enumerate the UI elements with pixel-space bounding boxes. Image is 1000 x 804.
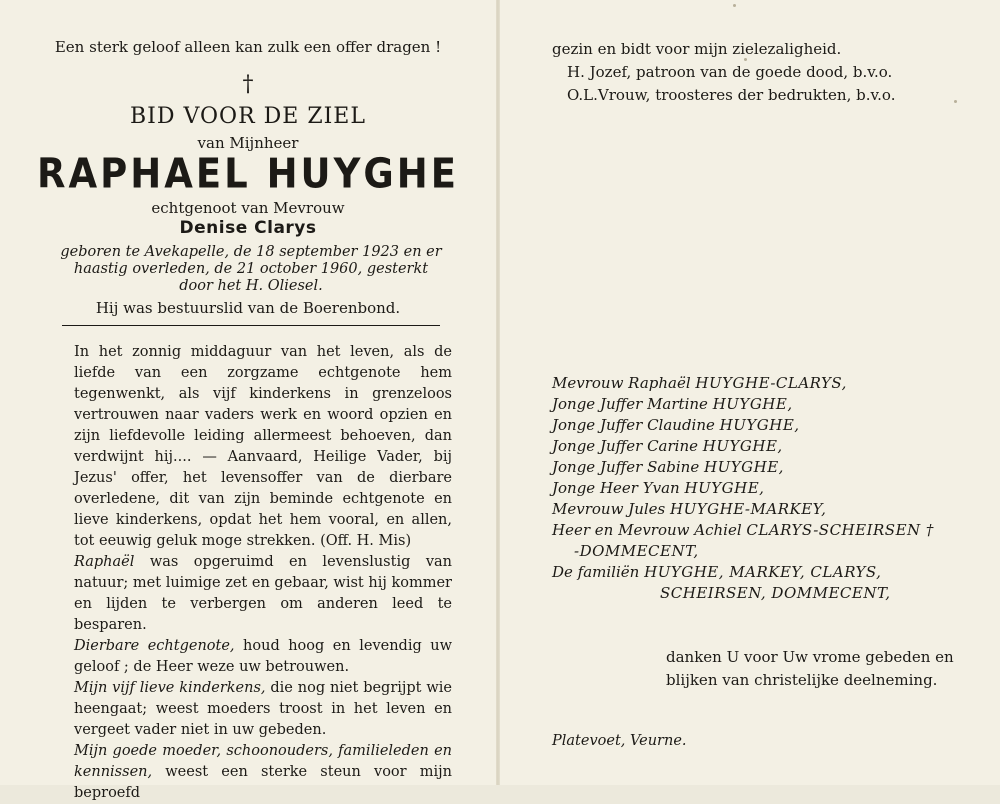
family-row <box>552 415 934 436</box>
family-row <box>552 541 934 562</box>
paragraph-text: weest een sterke steun voor mijn beproefd <box>74 764 452 801</box>
family-name: HUYGHE-CLARYS, <box>695 374 847 392</box>
family-title: Jonge Heer Yvan <box>552 479 680 497</box>
family-row <box>552 562 934 583</box>
family-title: Jonge Juffer Carine <box>552 437 698 455</box>
paragraph-label: Mijn vijf lieve kinderkens, <box>74 680 266 696</box>
spouse-name: Denise Clarys <box>179 218 317 238</box>
paragraph-label: Mijn goede moeder, schoonouders, familieleden en kennissen, <box>74 743 452 780</box>
paragraph <box>74 636 452 678</box>
family-name: HUYGHE, <box>719 416 800 434</box>
heading: BID VOOR DE ZIEL <box>130 104 366 129</box>
paragraph-text: houd hoog en levendig uw geloof ; de Heer weze uw betrouwen. <box>74 638 452 675</box>
family-row <box>552 478 934 499</box>
family-title: Jonge Juffer Sabine <box>552 458 700 476</box>
deceased-name: RAPHAEL HUYGHE <box>37 149 459 198</box>
family-row <box>552 457 934 478</box>
paragraph-text: In het zonnig middaguur van het leven, als de liefde van een zorgzame echtgenote hem tegenwenkt, als vijf kinderkens in grenzeloos vertrouwen naar vaders werk en woord opzien en zijn liefdevolle leiding allermeest behoeven, dan verdwijnt hij.... — Aanvaard, Heilige Vader, bij Jezus' offer, het levensoffer van de dierbare overledene, dit van zijn beminde echtgenote en lieve kinderkens, opdat het hem vooral, en allen, tot eeuwig geluk moge strekken. (Off. H. Mis) <box>74 344 452 549</box>
family-row <box>552 520 934 541</box>
left-page <box>0 0 496 801</box>
continuation-text: gezin en bidt voor mijn zielezaligheid. <box>552 40 842 58</box>
thanks-text <box>666 646 954 692</box>
paragraph-label: Dierbare echtgenote, <box>74 638 235 654</box>
paragraph <box>74 741 452 804</box>
paragraph <box>74 552 452 636</box>
board-member-text: Hij was bestuurslid van de Boerenbond. <box>95 299 401 317</box>
printer-credit: Platevoet, Veurne. <box>552 733 687 749</box>
family-title: Jonge Juffer Martine <box>552 395 708 413</box>
birth-death-text: geboren te Avekapelle, de 18 september 1923 en er haastig overleden, de 21 october 1960, gesterkt door het H. Oliesel. <box>60 244 442 294</box>
spouse-intro: echtgenoot van Mevrouw <box>151 199 345 217</box>
family-title: Mevrouw Jules <box>552 500 666 518</box>
prayer-block <box>552 38 895 107</box>
family-name: HUYGHE, <box>704 458 784 476</box>
paragraph-label: Raphaël <box>74 554 135 570</box>
family-name: HUYGHE, <box>684 479 765 497</box>
paper-speck <box>744 58 747 61</box>
family-name: -DOMMECENT, <box>574 542 699 560</box>
van-mijnheer: van Mijnheer <box>197 134 299 152</box>
family-row <box>552 394 934 415</box>
motto: Een sterk geloof alleen kan zulk een offer dragen ! <box>54 38 442 56</box>
paper-speck <box>954 100 957 103</box>
cross-icon: † <box>242 72 254 97</box>
family-title: Mevrouw Raphaël <box>552 374 691 392</box>
thanks-line: blijken van christelijke deelneming. <box>666 671 938 689</box>
family-name: HUYGHE-MARKEY, <box>670 500 827 518</box>
family-name: HUYGHE, <box>702 437 783 455</box>
memorial-text <box>74 342 452 804</box>
invocation-jozef: H. Jozef, patroon van de goede dood, b.v.o. <box>567 63 893 81</box>
family-row <box>552 436 934 457</box>
family-row <box>552 499 934 520</box>
family-title: De familiën <box>552 563 640 581</box>
family-list <box>552 373 934 604</box>
family-title: Jonge Juffer Claudine <box>552 416 715 434</box>
family-name: HUYGHE, <box>712 395 793 413</box>
family-name: CLARYS-SCHEIRSEN † <box>746 521 934 539</box>
paragraph <box>74 342 452 552</box>
thanks-line: danken U voor Uw vrome gebeden en <box>666 648 954 666</box>
divider <box>62 325 440 326</box>
paragraph <box>74 678 452 741</box>
invocation-vrouw: O.L.Vrouw, troosteres der bedrukten, b.v.o. <box>567 86 896 104</box>
paragraph-text: die nog niet begrijpt wie heengaat; weest moeders troost in het leven en vergeet vader niet in uw gebeden. <box>74 680 453 738</box>
family-row <box>552 373 934 394</box>
family-name: HUYGHE, MARKEY, CLARYS, <box>644 563 882 581</box>
family-name: SCHEIRSEN, DOMMECENT, <box>660 584 891 602</box>
family-title: Heer en Mevrouw Achiel <box>552 521 742 539</box>
family-row <box>552 583 934 604</box>
paragraph-text: was opgeruimd en levenslustig van natuur; met luimige zet en gebaar, wist hij kommer en lijden te verbergen om anderen leed te besparen. <box>74 554 452 633</box>
paper-speck <box>733 4 736 7</box>
